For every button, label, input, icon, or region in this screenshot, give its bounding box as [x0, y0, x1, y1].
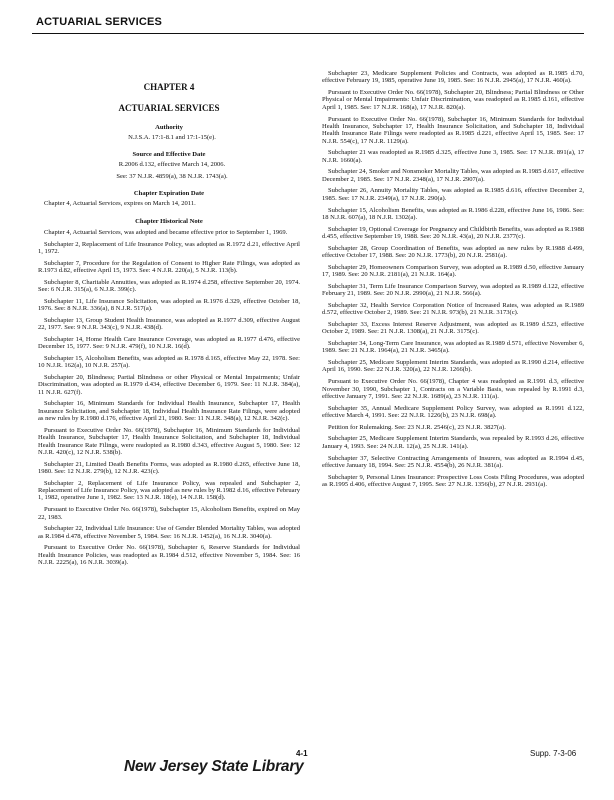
history-paragraph: Subchapter 34, Long-Term Care Insurance, was adopted as R.1989 d.571, effective November 6, 1989. See: 21 N.J.R. 1964(a), 21 N.J.R. 3465(a).	[322, 340, 584, 355]
history-paragraph: Subchapter 35, Annual Medicare Supplement Policy Survey, was adopted as R.1991 d.122, effective March 4, 1991. See: 22 N.J.R. 1226(b), 23 N.J.R. 698(a).	[322, 404, 584, 419]
library-logo: New Jersey State Library	[124, 758, 304, 775]
history-paragraph: Subchapter 29, Homeowners Comparison Survey, was adopted as R.1989 d.50, effective January 17, 1989. See: 20 N.J.R. 2181(a), 21 N.J.R. 164(a).	[322, 263, 584, 279]
history-paragraph: Subchapter 21 was readopted as R.1985 d.325, effective June 3, 1985. See: 17 N.J.R. 891(a), 17 N.J.R. 1660(a).	[322, 149, 584, 164]
running-header: ACTUARIAL SERVICES	[36, 16, 163, 28]
history-paragraph: Subchapter 20, Blindness; Partial Blindness or other Physical or Mental Impairments; Unfair Discrimination, was adopted as R.1979 d.434, effective December 6, 1979. See: 11 N.J.R. 384(a), 11 N.J.R. 627(f).	[38, 374, 300, 396]
history-paragraph: Subchapter 2, Replacement of Life Insurance Policy, was adopted as R.1972 d.21, effective April 1, 1972.	[38, 240, 300, 255]
history-paragraph: Subchapter 8, Charitable Annuities, was adopted as R.1974 d.258, effective September 20, 1974. See: 6 N.J.R. 315(a), 6 N.J.R. 399(c).	[38, 278, 300, 293]
history-paragraph: Pursuant to Executive Order No. 66(1978), Subchapter 15, Alcoholism Benefits, expired on May 22, 1983.	[38, 506, 300, 521]
history-paragraph: Petition for Rulemaking. See: 23 N.J.R. 2546(c), 23 N.J.R. 3827(a).	[328, 423, 506, 431]
source-heading: Source and Effective Date	[132, 151, 206, 159]
authority-text: N.J.S.A. 17:1-8.1 and 17:1-15(e).	[128, 134, 216, 141]
history-paragraph: Pursuant to Executive Order No. 66(1978), Subchapter 16, Minimum Standards for Individual Health Insurance, Subchapter 17, Health Insurance Solicitation, and Subchapter 18, Individual Health Insurance Rate Filings, were readopted as R.1980 d.343, effective August 5, 1980. See: 12 N.J.R. 420(c), 12 N.J.R. 538(b).	[38, 426, 300, 456]
history-paragraph: Subchapter 33, Excess Interest Reserve Adjustment, was adopted as R.1989 d.523, effective October 2, 1989. See: 21 N.J.R. 1308(a), 21 N.J.R. 3175(c).	[322, 320, 584, 336]
history-list	[38, 229, 300, 567]
history-heading: Chapter Historical Note	[135, 217, 203, 225]
expiration-text: Chapter 4, Actuarial Services, expires on March 14, 2011.	[44, 200, 196, 208]
authority-heading: Authority	[155, 124, 183, 131]
chapter-number: CHAPTER 4	[143, 82, 195, 92]
history-paragraph: Subchapter 15, Alcoholism Benefits, was adopted as R.1978 d.165, effective May 22, 1978. See: 10 N.J.R. 162(a), 10 N.J.R. 257(a).	[38, 354, 300, 370]
left-column	[38, 68, 300, 571]
history-paragraph: Subchapter 7, Procedure for the Regulation of Consent to Higher Rate Filings, was adopted as R.1973 d.82, effective April 15, 1973. See: 4 N.J.R. 220(a), 5 N.J.R. 113(b).	[38, 259, 300, 274]
history-paragraph: Subchapter 16, Minimum Standards for Individual Health Insurance, Subchapter 17, Health Insurance Solicitation, and Subchapter 18, Individual Health Insurance Rate Filings, were adopted as new rules by R.1980 d.176, effective April 21, 1980. See: 11 N.J.R. 348(a), 12 N.J.R. 342(c).	[38, 400, 300, 423]
history-paragraph: Subchapter 31, Term Life Insurance Comparison Survey, was adopted as R.1989 d.122, effective February 21, 1989. See: 20 N.J.R. 2990(a), 21 N.J.R. 566(a).	[322, 282, 584, 298]
history-paragraph: Subchapter 22, Individual Life Insurance: Use of Gender Blended Mortality Tables, was adopted as R.1984 d.478, effective November 5, 1984. See: 16 N.J.R. 1452(a), 16 N.J.R. 3040(a).	[38, 525, 300, 540]
history-paragraph: Subchapter 24, Smoker and Nonsmoker Mortality Tables, was adopted as R.1985 d.617, effective December 2, 1985. See: 17 N.J.R. 2348(a), 17 N.J.R. 2907(a).	[322, 168, 584, 183]
source-text-2: See: 37 N.J.R. 4859(a), 38 N.J.R. 1743(a).	[116, 173, 228, 181]
history-paragraph: Subchapter 32, Health Service Corporation Notice of Increased Rates, was adopted as R.1989 d.572, effective October 2, 1989. See: 21 N.J.R. 973(b), 21 N.J.R. 3173(c).	[322, 301, 584, 317]
history-paragraph: Subchapter 21, Limited Death Benefits Forms, was adopted as R.1980 d.265, effective June 18, 1980. See: 12 N.J.R. 279(b), 12 N.J.R. 423(c).	[38, 460, 300, 475]
history-paragraph: Subchapter 14, Home Health Care Insurance Coverage, was adopted as R.1977 d.476, effective December 15, 1977. See: 9 N.J.R. 479(f), 10 N.J.R. 16(d).	[38, 335, 300, 351]
history-paragraph: Pursuant to Executive Order No. 66(1978), Subchapter 20, Blindness; Partial Blindness or Other Physical or Mental Impairments: Unfair Discrimination, was readopted as R.1985 d.161, effective April 1, 1985. See: 17 N.J.R. 168(a), 17 N.J.R. 820(a).	[322, 89, 584, 111]
history-paragraph: Subchapter 37, Selective Contracting Arrangements of Insurers, was adopted as R.1994 d.45, effective January 18, 1994. See: 25 N.J.R. 4554(b), 26 N.J.R. 381(a).	[322, 454, 584, 469]
expiration-heading: Chapter Expiration Date	[133, 190, 205, 198]
history-paragraph: Subchapter 9, Personal Lines Insurance: Prospective Loss Costs Filing Procedures, was adopted as R.1995 d.406, effective August 7, 1995. See: 27 N.J.R. 1356(b), 27 N.J.R. 2931(a).	[322, 473, 584, 488]
history-paragraph: Subchapter 13, Group Student Health Insurance, was adopted as R.1977 d.309, effective August 22, 1977. See: 9 N.J.R. 343(c), 9 N.J.R. 438(d).	[38, 316, 300, 332]
history-paragraph: Subchapter 26, Annuity Mortality Tables, was adopted as R.1985 d.616, effective December 2, 1985. See: 17 N.J.R. 2349(a), 17 N.J.R. 290(a).	[322, 187, 584, 202]
history-paragraph: Pursuant to Executive Order No. 66(1978), Subchapter 16, Minimum Standards for Individual Health Insurance, Subchapter 17, Health Insurance Solicitation, and Subchapter 18, Individual Health Insurance Rate Filings were readopted as R.1985 d.221, effective April 15, 1985. See: 17 N.J.R. 554(c), 17 N.J.R. 1129(a).	[322, 115, 584, 145]
history-paragraph: Subchapter 25, Medicare Supplement Interim Standards, was repealed by R.1993 d.26, effective January 4, 1993. See: 24 N.J.R. 12(a), 25 N.J.R. 141(a).	[322, 435, 584, 450]
history-paragraph: Subchapter 2, Replacement of Life Insurance Policy, was repealed and Subchapter 2, Replacement of Life Insurance Policy, was adopted as new rules by R.1982 d.16, effective February 1, 1982, operative June 1, 1982. See: 13 N.J.R. 18(e), 14 N.J.R. 158(d).	[38, 479, 300, 502]
source-text-1: R.2006 d.132, effective March 14, 2006.	[118, 161, 226, 169]
history-paragraph: Subchapter 28, Group Coordination of Benefits, was adopted as new rules by R.1988 d.499, effective October 17, 1988. See: 20 N.J.R. 1773(b), 20 N.J.R. 2581(a).	[322, 244, 584, 259]
history-paragraph: Chapter 4, Actuarial Services, was adopted and became effective prior to September 1, 1969.	[44, 228, 288, 236]
history-paragraph: Pursuant to Executive Order No. 66(1978), Subchapter 6, Reserve Standards for Individual Health Insurance Policies, was readopted as R.1984 d.512, effective November 5, 1984. See: 16 N.J.R. 2225(a), 16 N.J.R. 3039(a).	[38, 544, 300, 566]
history-paragraph: Subchapter 25, Medicare Supplement Interim Standards, was adopted as R.1990 d.214, effective April 16, 1990. See: 22 N.J.R. 320(a), 22 N.J.R. 1266(b).	[322, 359, 584, 374]
history-paragraph: Pursuant to Executive Order No. 66(1978), Chapter 4 was readopted as R.1991 d.3, effective November 30, 1990, Subchapter 1, Contracts on a Variable Basis, was repealed by R.1991 d.3, effective January 7, 1991. See: 22 N.J.R. 1689(a), 23 N.J.R. 111(a).	[322, 378, 584, 400]
page-number: 4-1	[296, 749, 308, 758]
history-paragraph: Subchapter 15, Alcoholism Benefits, was adopted as R.1986 d.228, effective June 16, 1986. See: 18 N.J.R. 607(a), 18 N.J.R. 1302(a).	[322, 206, 584, 221]
right-column	[322, 70, 584, 493]
supplement-date: Supp. 7-3-06	[530, 749, 577, 758]
header-rule	[32, 33, 584, 34]
history-paragraph: Subchapter 19, Optional Coverage for Pregnancy and Childbirth Benefits, was adopted as R.1988 d.455, effective September 19, 1988. See: 20 N.J.R. 43(a), 20 N.J.R. 2377(c).	[322, 225, 584, 240]
history-paragraph: Subchapter 11, Life Insurance Solicitation, was adopted as R.1976 d.329, effective October 18, 1976. See: 8 N.J.R. 336(a), 8 N.J.R. 517(a).	[38, 297, 300, 313]
chapter-title: ACTUARIAL SERVICES	[118, 103, 220, 113]
history-paragraph: Subchapter 23, Medicare Supplement Policies and Contracts, was adopted as R.1985 d.70, effective February 19, 1985, operative June 19, 1985. See: 16 N.J.R. 2945(a), 17 N.J.R. 460(a).	[322, 70, 584, 85]
